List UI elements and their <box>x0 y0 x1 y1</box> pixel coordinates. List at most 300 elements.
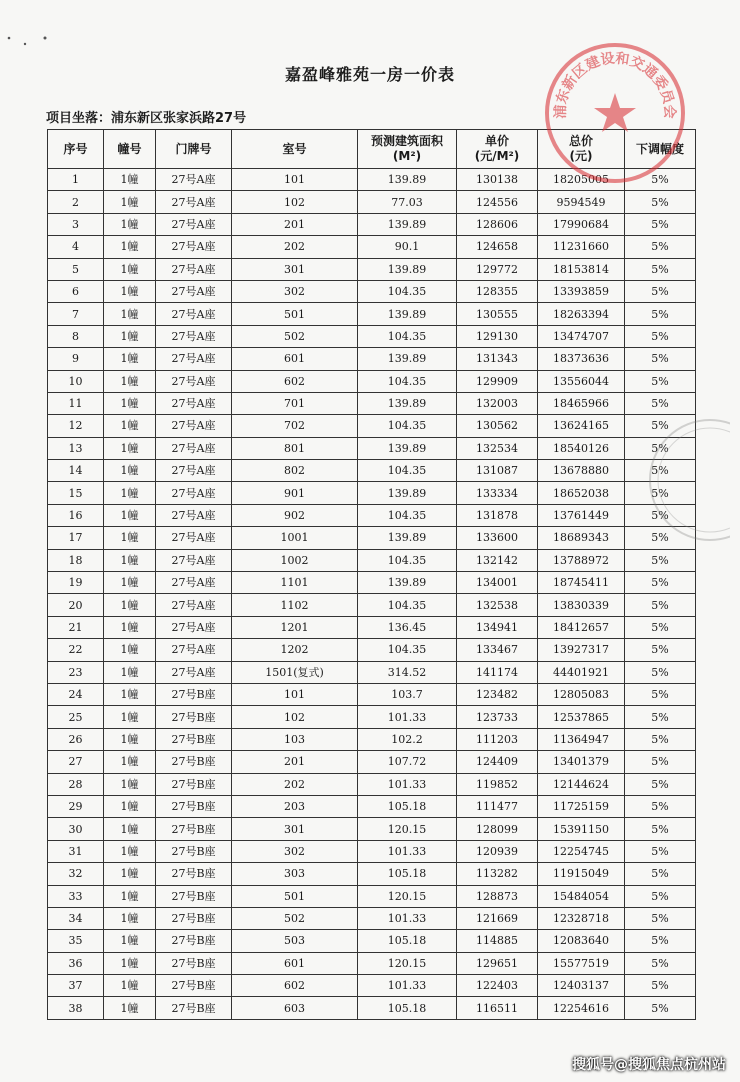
cell-door: 27号B座 <box>156 952 232 974</box>
cell-unit-price: 119852 <box>457 773 538 795</box>
cell-unit-price: 130562 <box>457 415 538 437</box>
cell-discount: 5% <box>625 460 696 482</box>
cell-area: 90.1 <box>358 236 457 258</box>
header-area: 预测建筑面积 (M²) <box>358 130 457 169</box>
cell-total: 12254616 <box>538 997 625 1019</box>
cell-discount: 5% <box>625 907 696 929</box>
cell-unit-price: 131087 <box>457 460 538 482</box>
cell-total: 13830339 <box>538 594 625 616</box>
cell-unit-price: 128606 <box>457 213 538 235</box>
cell-building: 1幢 <box>104 728 156 750</box>
cell-area: 101.33 <box>358 975 457 997</box>
cell-area: 139.89 <box>358 482 457 504</box>
cell-discount: 5% <box>625 930 696 952</box>
cell-area: 104.35 <box>358 504 457 526</box>
cell-room: 203 <box>232 795 358 817</box>
cell-area: 139.89 <box>358 258 457 280</box>
cell-no: 5 <box>48 258 104 280</box>
cell-total: 44401921 <box>538 661 625 683</box>
table-row <box>48 549 696 571</box>
cell-unit-price: 131878 <box>457 504 538 526</box>
cell-area: 120.15 <box>358 818 457 840</box>
cell-building: 1幢 <box>104 370 156 392</box>
cell-area: 120.15 <box>358 952 457 974</box>
cell-area: 105.18 <box>358 795 457 817</box>
cell-total: 11364947 <box>538 728 625 750</box>
cell-room: 301 <box>232 258 358 280</box>
cell-unit-price: 123733 <box>457 706 538 728</box>
cell-room: 302 <box>232 280 358 302</box>
cell-no: 24 <box>48 683 104 705</box>
cell-unit-price: 132538 <box>457 594 538 616</box>
cell-area: 104.35 <box>358 594 457 616</box>
cell-room: 502 <box>232 325 358 347</box>
cell-discount: 5% <box>625 169 696 191</box>
cell-total: 13393859 <box>538 280 625 302</box>
cell-total: 9594549 <box>538 191 625 213</box>
cell-unit-price: 131343 <box>457 348 538 370</box>
cell-total: 12328718 <box>538 907 625 929</box>
cell-door: 27号B座 <box>156 683 232 705</box>
cell-area: 105.18 <box>358 863 457 885</box>
table-row <box>48 169 696 191</box>
cell-total: 13624165 <box>538 415 625 437</box>
cell-total: 17990684 <box>538 213 625 235</box>
cell-door: 27号A座 <box>156 303 232 325</box>
cell-total: 13474707 <box>538 325 625 347</box>
cell-area: 120.15 <box>358 885 457 907</box>
table-row <box>48 191 696 213</box>
table-row <box>48 280 696 302</box>
cell-discount: 5% <box>625 437 696 459</box>
cell-room: 1102 <box>232 594 358 616</box>
cell-no: 11 <box>48 392 104 414</box>
cell-building: 1幢 <box>104 616 156 638</box>
cell-no: 7 <box>48 303 104 325</box>
price-table <box>47 129 696 1020</box>
cell-building: 1幢 <box>104 773 156 795</box>
cell-total: 12144624 <box>538 773 625 795</box>
cell-building: 1幢 <box>104 661 156 683</box>
cell-door: 27号A座 <box>156 325 232 347</box>
cell-no: 34 <box>48 907 104 929</box>
cell-room: 101 <box>232 683 358 705</box>
cell-total: 12083640 <box>538 930 625 952</box>
cell-total: 13678880 <box>538 460 625 482</box>
cell-discount: 5% <box>625 348 696 370</box>
cell-room: 501 <box>232 885 358 907</box>
cell-door: 27号A座 <box>156 594 232 616</box>
cell-discount: 5% <box>625 594 696 616</box>
table-row <box>48 392 696 414</box>
table-row <box>48 303 696 325</box>
cell-building: 1幢 <box>104 930 156 952</box>
cell-discount: 5% <box>625 751 696 773</box>
table-row <box>48 370 696 392</box>
cell-total: 18540126 <box>538 437 625 459</box>
cell-room: 303 <box>232 863 358 885</box>
cell-building: 1幢 <box>104 840 156 862</box>
cell-no: 37 <box>48 975 104 997</box>
table-row <box>48 818 696 840</box>
cell-no: 29 <box>48 795 104 817</box>
cell-building: 1幢 <box>104 572 156 594</box>
cell-discount: 5% <box>625 706 696 728</box>
cell-building: 1幢 <box>104 863 156 885</box>
cell-no: 35 <box>48 930 104 952</box>
table-row <box>48 773 696 795</box>
cell-door: 27号B座 <box>156 907 232 929</box>
cell-area: 139.89 <box>358 303 457 325</box>
cell-door: 27号A座 <box>156 549 232 571</box>
cell-door: 27号A座 <box>156 348 232 370</box>
cell-building: 1幢 <box>104 482 156 504</box>
cell-total: 18689343 <box>538 527 625 549</box>
cell-building: 1幢 <box>104 527 156 549</box>
cell-door: 27号A座 <box>156 482 232 504</box>
table-row <box>48 728 696 750</box>
cell-unit-price: 111477 <box>457 795 538 817</box>
cell-total: 18465966 <box>538 392 625 414</box>
table-row <box>48 616 696 638</box>
cell-discount: 5% <box>625 840 696 862</box>
cell-no: 26 <box>48 728 104 750</box>
table-header-row <box>48 130 696 169</box>
table-row <box>48 706 696 728</box>
cell-total: 12537865 <box>538 706 625 728</box>
cell-no: 28 <box>48 773 104 795</box>
cell-building: 1幢 <box>104 751 156 773</box>
table-row <box>48 527 696 549</box>
table-row <box>48 975 696 997</box>
cell-discount: 5% <box>625 952 696 974</box>
cell-no: 3 <box>48 213 104 235</box>
table-row <box>48 997 696 1019</box>
cell-area: 104.35 <box>358 370 457 392</box>
cell-building: 1幢 <box>104 191 156 213</box>
cell-room: 102 <box>232 706 358 728</box>
table-row <box>48 661 696 683</box>
cell-room: 603 <box>232 997 358 1019</box>
cell-building: 1幢 <box>104 549 156 571</box>
cell-building: 1幢 <box>104 325 156 347</box>
cell-total: 12254745 <box>538 840 625 862</box>
cell-building: 1幢 <box>104 639 156 661</box>
cell-door: 27号A座 <box>156 460 232 482</box>
cell-total: 18153814 <box>538 258 625 280</box>
cell-room: 201 <box>232 213 358 235</box>
header-building: 幢号 <box>104 130 156 169</box>
cell-room: 1201 <box>232 616 358 638</box>
cell-room: 702 <box>232 415 358 437</box>
table-row <box>48 348 696 370</box>
cell-unit-price: 130138 <box>457 169 538 191</box>
cell-room: 301 <box>232 818 358 840</box>
cell-building: 1幢 <box>104 258 156 280</box>
table-body <box>48 169 696 1020</box>
cell-room: 901 <box>232 482 358 504</box>
cell-unit-price: 134001 <box>457 572 538 594</box>
cell-total: 18205005 <box>538 169 625 191</box>
cell-unit-price: 122403 <box>457 975 538 997</box>
page-title: 嘉盈峰雅苑一房一价表 <box>284 65 455 84</box>
cell-total: 11725159 <box>538 795 625 817</box>
cell-discount: 5% <box>625 661 696 683</box>
cell-area: 101.33 <box>358 773 457 795</box>
cell-building: 1幢 <box>104 885 156 907</box>
cell-room: 902 <box>232 504 358 526</box>
table-row <box>48 213 696 235</box>
cell-total: 15484054 <box>538 885 625 907</box>
table-row <box>48 952 696 974</box>
cell-room: 1202 <box>232 639 358 661</box>
cell-room: 602 <box>232 975 358 997</box>
cell-unit-price: 133600 <box>457 527 538 549</box>
cell-building: 1幢 <box>104 460 156 482</box>
table-row <box>48 795 696 817</box>
cell-building: 1幢 <box>104 348 156 370</box>
cell-total: 11915049 <box>538 863 625 885</box>
cell-no: 31 <box>48 840 104 862</box>
cell-discount: 5% <box>625 392 696 414</box>
cell-unit-price: 132003 <box>457 392 538 414</box>
cell-door: 27号B座 <box>156 751 232 773</box>
cell-room: 202 <box>232 773 358 795</box>
cell-total: 18652038 <box>538 482 625 504</box>
cell-discount: 5% <box>625 728 696 750</box>
cell-door: 27号A座 <box>156 415 232 437</box>
table-row <box>48 460 696 482</box>
cell-area: 101.33 <box>358 840 457 862</box>
cell-no: 25 <box>48 706 104 728</box>
cell-room: 601 <box>232 952 358 974</box>
cell-door: 27号B座 <box>156 706 232 728</box>
cell-area: 139.89 <box>358 213 457 235</box>
cell-door: 27号A座 <box>156 639 232 661</box>
cell-no: 36 <box>48 952 104 974</box>
cell-area: 107.72 <box>358 751 457 773</box>
cell-door: 27号B座 <box>156 840 232 862</box>
cell-unit-price: 113282 <box>457 863 538 885</box>
cell-no: 15 <box>48 482 104 504</box>
cell-unit-price: 132142 <box>457 549 538 571</box>
cell-building: 1幢 <box>104 169 156 191</box>
cell-total: 13401379 <box>538 751 625 773</box>
cell-room: 502 <box>232 907 358 929</box>
cell-door: 27号A座 <box>156 236 232 258</box>
cell-unit-price: 120939 <box>457 840 538 862</box>
cell-total: 15577519 <box>538 952 625 974</box>
svg-text:浦东新区建设和交通委员会: 浦东新区建设和交通委员会 <box>552 50 678 119</box>
cell-door: 27号A座 <box>156 504 232 526</box>
cell-total: 18373636 <box>538 348 625 370</box>
cell-door: 27号A座 <box>156 661 232 683</box>
cell-room: 202 <box>232 236 358 258</box>
cell-discount: 5% <box>625 683 696 705</box>
table-row <box>48 751 696 773</box>
cell-no: 22 <box>48 639 104 661</box>
cell-area: 105.18 <box>358 997 457 1019</box>
cell-no: 32 <box>48 863 104 885</box>
cell-room: 1001 <box>232 527 358 549</box>
cell-discount: 5% <box>625 773 696 795</box>
table-row <box>48 930 696 952</box>
cell-door: 27号A座 <box>156 258 232 280</box>
cell-discount: 5% <box>625 527 696 549</box>
table-row <box>48 482 696 504</box>
cell-door: 27号A座 <box>156 527 232 549</box>
cell-building: 1幢 <box>104 392 156 414</box>
cell-area: 104.35 <box>358 280 457 302</box>
cell-no: 12 <box>48 415 104 437</box>
cell-no: 17 <box>48 527 104 549</box>
cell-unit-price: 111203 <box>457 728 538 750</box>
cell-no: 6 <box>48 280 104 302</box>
cell-room: 101 <box>232 169 358 191</box>
cell-area: 139.89 <box>358 572 457 594</box>
cell-room: 1002 <box>232 549 358 571</box>
cell-area: 104.35 <box>358 415 457 437</box>
cell-total: 11231660 <box>538 236 625 258</box>
cell-no: 18 <box>48 549 104 571</box>
cell-building: 1幢 <box>104 952 156 974</box>
cell-door: 27号B座 <box>156 773 232 795</box>
cell-room: 103 <box>232 728 358 750</box>
cell-door: 27号B座 <box>156 885 232 907</box>
cell-no: 4 <box>48 236 104 258</box>
header-room: 室号 <box>232 130 358 169</box>
cell-no: 13 <box>48 437 104 459</box>
cell-unit-price: 128873 <box>457 885 538 907</box>
header-door: 门牌号 <box>156 130 232 169</box>
cell-discount: 5% <box>625 549 696 571</box>
cell-area: 104.35 <box>358 549 457 571</box>
cell-door: 27号B座 <box>156 818 232 840</box>
cell-area: 104.35 <box>358 325 457 347</box>
cell-total: 13927317 <box>538 639 625 661</box>
table-row <box>48 258 696 280</box>
cell-total: 12805083 <box>538 683 625 705</box>
cell-room: 701 <box>232 392 358 414</box>
header-unit-price: 单价 (元/M²) <box>457 130 538 169</box>
cell-total: 13788972 <box>538 549 625 571</box>
cell-no: 38 <box>48 997 104 1019</box>
cell-area: 139.89 <box>358 527 457 549</box>
cell-building: 1幢 <box>104 504 156 526</box>
cell-total: 15391150 <box>538 818 625 840</box>
cell-door: 27号B座 <box>156 975 232 997</box>
cell-building: 1幢 <box>104 594 156 616</box>
cell-door: 27号A座 <box>156 392 232 414</box>
cell-unit-price: 129651 <box>457 952 538 974</box>
cell-door: 27号A座 <box>156 370 232 392</box>
table-row <box>48 683 696 705</box>
project-location: 项目坐落：浦东新区张家浜路27号 <box>46 111 247 126</box>
cell-area: 104.35 <box>358 639 457 661</box>
cell-room: 602 <box>232 370 358 392</box>
cell-no: 27 <box>48 751 104 773</box>
cell-no: 14 <box>48 460 104 482</box>
table-row <box>48 863 696 885</box>
cell-unit-price: 134941 <box>457 616 538 638</box>
cell-discount: 5% <box>625 191 696 213</box>
cell-room: 1501(复式) <box>232 661 358 683</box>
table-row <box>48 236 696 258</box>
table-row <box>48 504 696 526</box>
cell-area: 103.7 <box>358 683 457 705</box>
cell-total: 13556044 <box>538 370 625 392</box>
cell-discount: 5% <box>625 280 696 302</box>
cell-no: 20 <box>48 594 104 616</box>
cell-unit-price: 133334 <box>457 482 538 504</box>
cell-door: 27号A座 <box>156 437 232 459</box>
cell-no: 2 <box>48 191 104 213</box>
cell-area: 105.18 <box>358 930 457 952</box>
cell-room: 503 <box>232 930 358 952</box>
table-row <box>48 325 696 347</box>
cell-discount: 5% <box>625 975 696 997</box>
cell-unit-price: 124556 <box>457 191 538 213</box>
cell-building: 1幢 <box>104 997 156 1019</box>
cell-building: 1幢 <box>104 236 156 258</box>
cell-discount: 5% <box>625 258 696 280</box>
cell-door: 27号B座 <box>156 728 232 750</box>
cell-building: 1幢 <box>104 907 156 929</box>
table-row <box>48 840 696 862</box>
cell-door: 27号B座 <box>156 930 232 952</box>
cell-discount: 5% <box>625 303 696 325</box>
table-row <box>48 415 696 437</box>
cell-unit-price: 141174 <box>457 661 538 683</box>
cell-total: 18263394 <box>538 303 625 325</box>
cell-building: 1幢 <box>104 213 156 235</box>
cell-discount: 5% <box>625 213 696 235</box>
scan-specks <box>0 0 80 60</box>
cell-building: 1幢 <box>104 706 156 728</box>
cell-door: 27号A座 <box>156 213 232 235</box>
cell-building: 1幢 <box>104 683 156 705</box>
cell-total: 12403137 <box>538 975 625 997</box>
cell-door: 27号A座 <box>156 572 232 594</box>
cell-no: 30 <box>48 818 104 840</box>
cell-building: 1幢 <box>104 415 156 437</box>
cell-no: 33 <box>48 885 104 907</box>
cell-no: 21 <box>48 616 104 638</box>
cell-building: 1幢 <box>104 818 156 840</box>
cell-discount: 5% <box>625 863 696 885</box>
cell-area: 139.89 <box>358 348 457 370</box>
cell-unit-price: 128099 <box>457 818 538 840</box>
cell-room: 102 <box>232 191 358 213</box>
cell-no: 8 <box>48 325 104 347</box>
cell-unit-price: 129772 <box>457 258 538 280</box>
cell-discount: 5% <box>625 616 696 638</box>
cell-no: 23 <box>48 661 104 683</box>
cell-area: 139.89 <box>358 169 457 191</box>
cell-unit-price: 132534 <box>457 437 538 459</box>
cell-unit-price: 128355 <box>457 280 538 302</box>
cell-door: 27号A座 <box>156 191 232 213</box>
cell-area: 314.52 <box>358 661 457 683</box>
cell-unit-price: 129130 <box>457 325 538 347</box>
cell-unit-price: 116511 <box>457 997 538 1019</box>
cell-unit-price: 130555 <box>457 303 538 325</box>
cell-room: 801 <box>232 437 358 459</box>
watermark: 搜狐号@搜狐焦点杭州站 <box>572 1057 726 1073</box>
cell-no: 16 <box>48 504 104 526</box>
cell-discount: 5% <box>625 325 696 347</box>
cell-door: 27号A座 <box>156 280 232 302</box>
